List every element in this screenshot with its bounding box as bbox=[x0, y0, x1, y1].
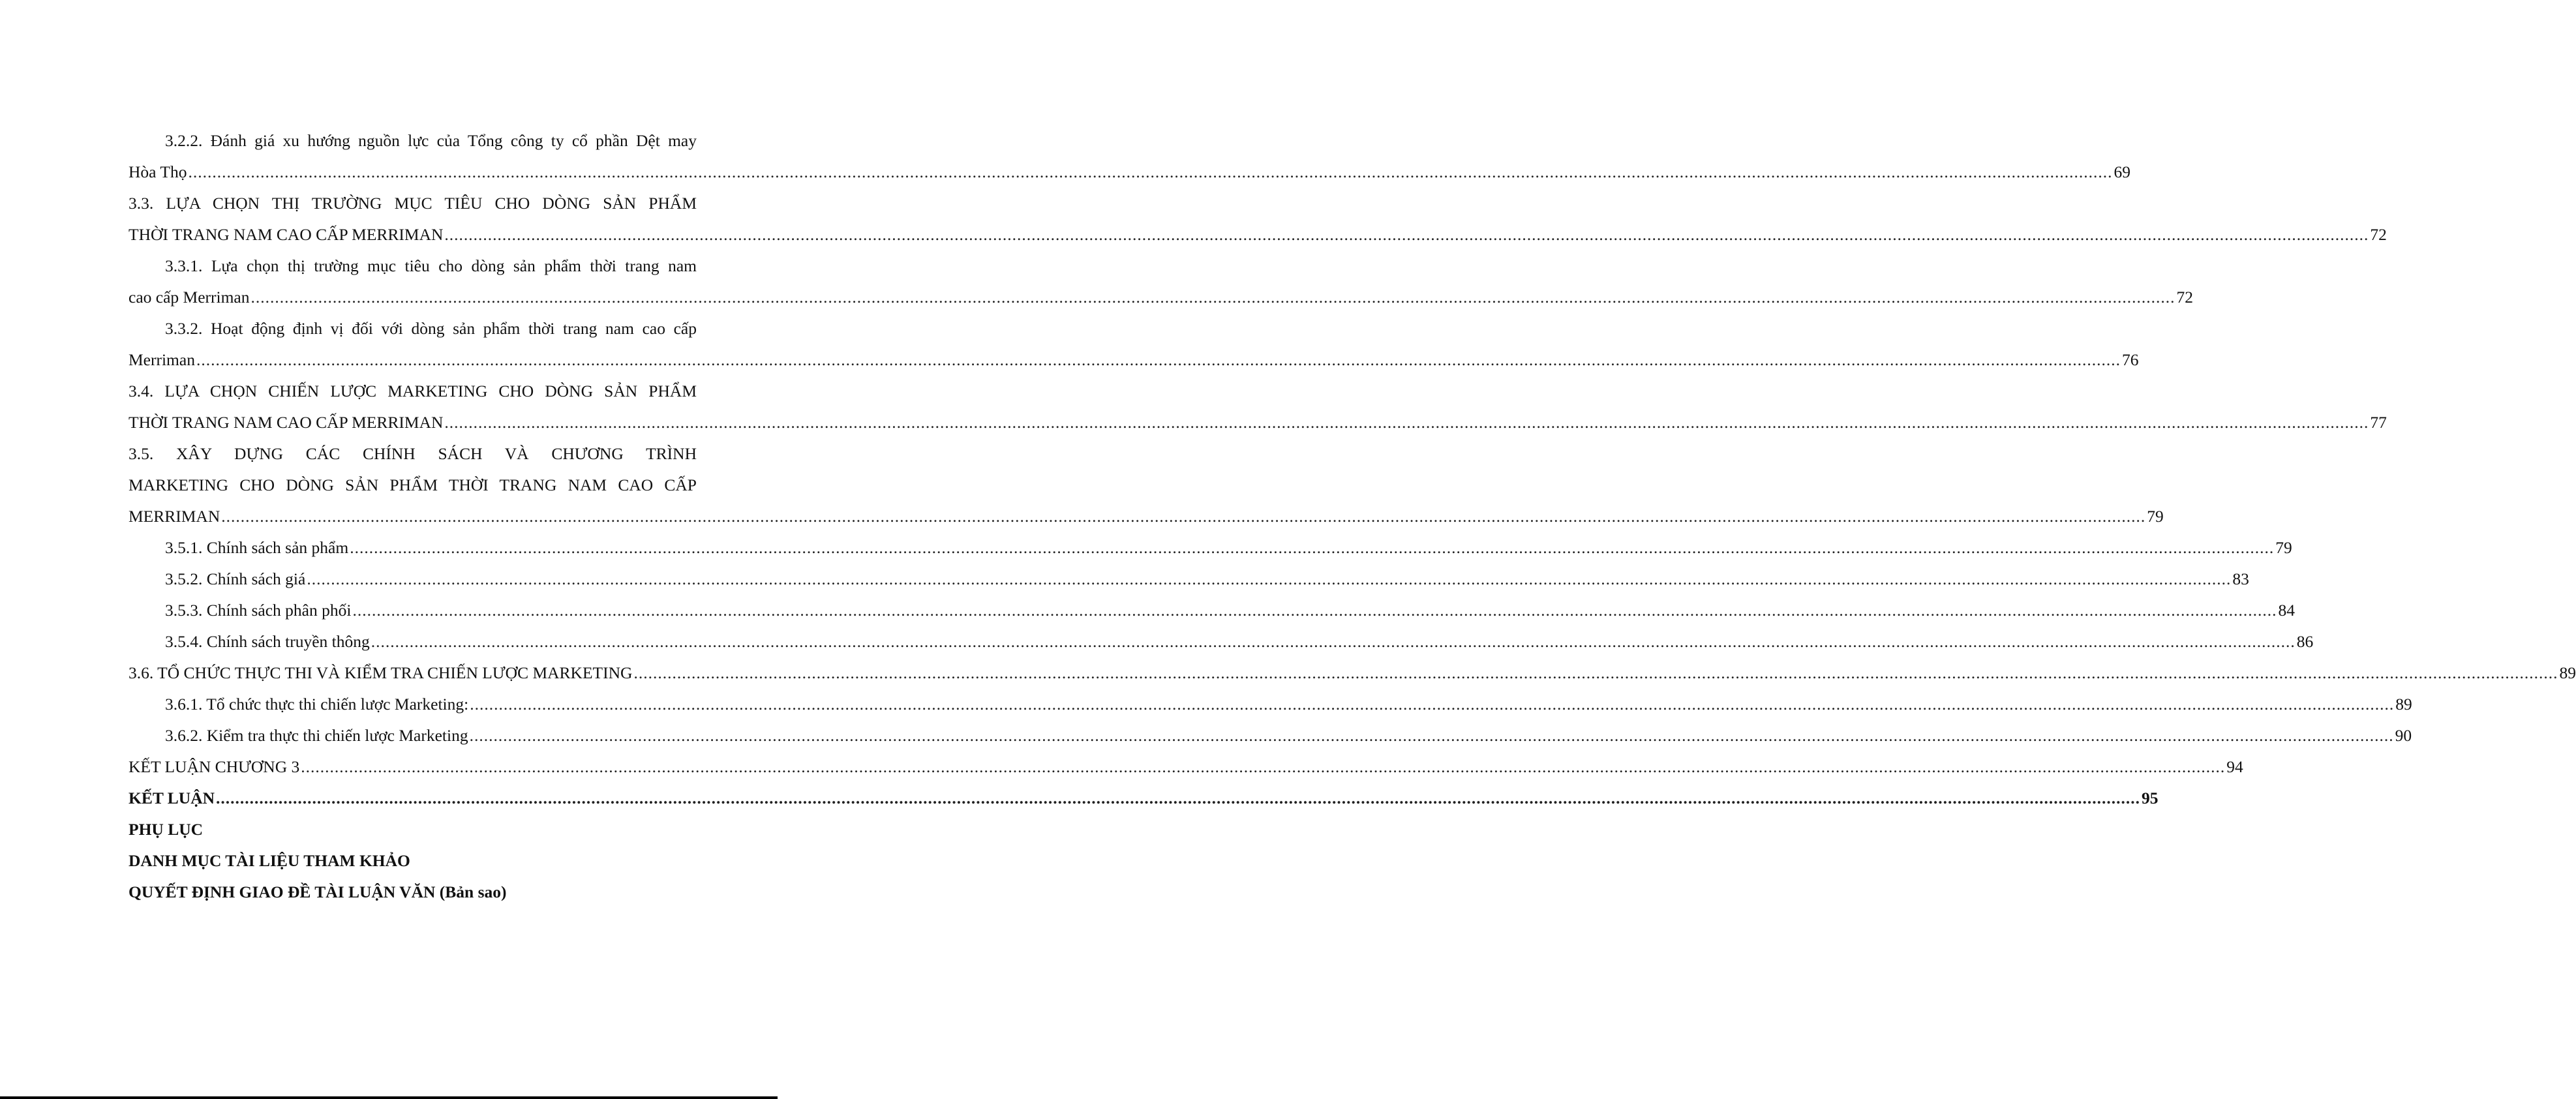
toc-entry[interactable] bbox=[129, 879, 697, 911]
toc-entry-line: 3.5. XÂY DỰNG CÁC CHÍNH SÁCH VÀ CHƯƠNG TRÌNH bbox=[129, 444, 697, 463]
toc-page-number: 69 bbox=[2114, 162, 2130, 181]
toc-entry[interactable] bbox=[129, 785, 2159, 817]
toc-entry[interactable] bbox=[129, 660, 2576, 691]
toc-entry[interactable] bbox=[129, 754, 2243, 785]
toc-entry[interactable] bbox=[129, 190, 2387, 253]
toc-entry-line bbox=[129, 284, 2193, 316]
toc-entry-line: MARKETING CHO DÒNG SẢN PHẨM THỜI TRANG NAM CAO CẤP bbox=[129, 475, 697, 494]
dot-leader: ................................................................................................................................................................................................................................................................................................................................................................................................................ bbox=[350, 538, 2275, 557]
toc-entry-line bbox=[129, 660, 2576, 691]
toc-entry-line bbox=[129, 754, 2243, 785]
toc-entry[interactable] bbox=[129, 848, 697, 879]
toc-entry-line bbox=[129, 879, 697, 911]
toc-entry-line bbox=[129, 566, 2249, 597]
toc-entry-line bbox=[129, 410, 2387, 441]
toc-entry-line bbox=[129, 504, 2164, 535]
toc-entry-title: DANH MỤC TÀI LIỆU THAM KHẢO bbox=[129, 851, 410, 870]
dot-leader: ................................................................................................................................................................................................................................................................................................................................................................................................................ bbox=[469, 726, 2394, 745]
toc-entry-title: 3.5.3. Chính sách phân phối bbox=[165, 601, 352, 620]
toc-entry[interactable] bbox=[129, 566, 2249, 597]
toc-page-number: 89 bbox=[2395, 695, 2412, 714]
toc-entry[interactable] bbox=[129, 723, 2412, 754]
table-of-contents bbox=[129, 128, 2576, 911]
toc-entry-title: 3.6.1. Tổ chức thực thi chiến lược Marketing: bbox=[165, 695, 469, 714]
dot-leader: ................................................................................................................................................................................................................................................................................................................................................................................................................ bbox=[301, 757, 2226, 776]
dot-leader: ................................................................................................................................................................................................................................................................................................................................................................................................................ bbox=[352, 601, 2277, 620]
toc-entry[interactable] bbox=[129, 535, 2292, 566]
toc-entry-line bbox=[129, 723, 2412, 754]
toc-page-number: 72 bbox=[2176, 288, 2193, 307]
toc-entry[interactable] bbox=[129, 629, 2314, 660]
toc-entry[interactable] bbox=[129, 253, 2193, 316]
dot-leader: ................................................................................................................................................................................................................................................................................................................................................................................................................ bbox=[470, 695, 2395, 714]
dot-leader: ................................................................................................................................................................................................................................................................................................................................................................................................................ bbox=[221, 507, 2146, 526]
toc-page-number: 90 bbox=[2395, 726, 2412, 745]
toc-entry-line bbox=[129, 222, 2387, 253]
dot-leader: ................................................................................................................................................................................................................................................................................................................................................................................................................ bbox=[250, 288, 2175, 307]
toc-entry-line: 3.3. LỰA CHỌN THỊ TRƯỜNG MỤC TIÊU CHO DÒNG SẢN PHẨM bbox=[129, 194, 697, 213]
toc-page-number: 77 bbox=[2370, 413, 2387, 432]
toc-entry-title: 3.6.2. Kiểm tra thực thi chiến lược Marketing bbox=[165, 726, 468, 745]
toc-page-number: 79 bbox=[2275, 538, 2292, 557]
toc-entry-line bbox=[129, 629, 2314, 660]
toc-entry-title: cao cấp Merriman bbox=[129, 288, 250, 307]
dot-leader: ................................................................................................................................................................................................................................................................................................................................................................................................................ bbox=[188, 162, 2113, 181]
dot-leader: ................................................................................................................................................................................................................................................................................................................................................................................................................ bbox=[307, 569, 2232, 588]
toc-page-number: 89 bbox=[2559, 663, 2576, 682]
toc-entry[interactable] bbox=[129, 691, 2412, 723]
toc-entry-title: Merriman bbox=[129, 350, 195, 369]
dot-leader: ................................................................................................................................................................................................................................................................................................................................................................................................................ bbox=[371, 632, 2296, 651]
toc-entry-line bbox=[129, 597, 2295, 629]
toc-entry[interactable] bbox=[129, 378, 2387, 441]
toc-entry-title: 3.5.2. Chính sách giá bbox=[165, 569, 306, 588]
toc-entry-title: THỜI TRANG NAM CAO CẤP MERRIMAN bbox=[129, 225, 444, 244]
toc-entry-line: 3.3.1. Lựa chọn thị trường mục tiêu cho dòng sản phẩm thời trang nam bbox=[165, 256, 697, 275]
toc-entry-title: Hòa Thọ bbox=[129, 162, 187, 181]
toc-entry-title: KẾT LUẬN CHƯƠNG 3 bbox=[129, 757, 300, 776]
toc-page-number: 72 bbox=[2370, 225, 2387, 244]
toc-page-number: 84 bbox=[2278, 601, 2295, 620]
dot-leader: ................................................................................................................................................................................................................................................................................................................................................................................................................ bbox=[216, 789, 2141, 807]
toc-page-number: 79 bbox=[2147, 507, 2164, 526]
toc-entry-title: 3.6. TỔ CHỨC THỰC THI VÀ KIỂM TRA CHIẾN LƯỢC MARKETING bbox=[129, 663, 633, 682]
toc-entry-title: MERRIMAN bbox=[129, 507, 220, 526]
toc-entry-title: 3.5.1. Chính sách sản phẩm bbox=[165, 538, 349, 557]
toc-entry-line: 3.4. LỰA CHỌN CHIẾN LƯỢC MARKETING CHO DÒNG SẢN PHẨM bbox=[129, 382, 697, 400]
toc-entry[interactable] bbox=[129, 316, 2139, 378]
toc-page-number: 83 bbox=[2232, 569, 2249, 588]
toc-page-number: 94 bbox=[2226, 757, 2243, 776]
toc-entry-title: THỜI TRANG NAM CAO CẤP MERRIMAN bbox=[129, 413, 444, 432]
toc-page-number: 86 bbox=[2296, 632, 2314, 651]
toc-entry-line bbox=[129, 848, 697, 879]
toc-entry-line bbox=[129, 347, 2139, 378]
toc-entry-line: 3.2.2. Đánh giá xu hướng nguồn lực của Tổng công ty cổ phần Dệt may bbox=[165, 131, 697, 150]
toc-entry-title: KẾT LUẬN bbox=[129, 789, 215, 807]
toc-entry[interactable] bbox=[129, 441, 2164, 535]
toc-entry-title: QUYẾT ĐỊNH GIAO ĐỀ TÀI LUẬN VĂN (Bản sao) bbox=[129, 882, 507, 901]
toc-entry-line: 3.3.2. Hoạt động định vị đối với dòng sản phẩm thời trang nam cao cấp bbox=[165, 319, 697, 338]
toc-entry-title: PHỤ LỤC bbox=[129, 820, 204, 839]
toc-entry[interactable] bbox=[129, 817, 697, 848]
dot-leader: ................................................................................................................................................................................................................................................................................................................................................................................................................ bbox=[444, 225, 2369, 244]
toc-entry-line bbox=[129, 535, 2292, 566]
toc-entry[interactable] bbox=[129, 128, 2130, 190]
toc-page-number: 76 bbox=[2121, 350, 2139, 369]
toc-entry-line bbox=[129, 817, 697, 848]
toc-entry-title: 3.5.4. Chính sách truyền thông bbox=[165, 632, 370, 651]
dot-leader: ................................................................................................................................................................................................................................................................................................................................................................................................................ bbox=[196, 350, 2121, 369]
toc-entry[interactable] bbox=[129, 597, 2295, 629]
toc-entry-line bbox=[129, 159, 2130, 190]
toc-page-number: 95 bbox=[2142, 789, 2159, 807]
dot-leader: ................................................................................................................................................................................................................................................................................................................................................................................................................ bbox=[633, 663, 2558, 682]
toc-entry-line bbox=[129, 785, 2159, 817]
toc-entry-line bbox=[129, 691, 2412, 723]
dot-leader: ................................................................................................................................................................................................................................................................................................................................................................................................................ bbox=[444, 413, 2369, 432]
page-bottom-border bbox=[0, 1096, 778, 1099]
